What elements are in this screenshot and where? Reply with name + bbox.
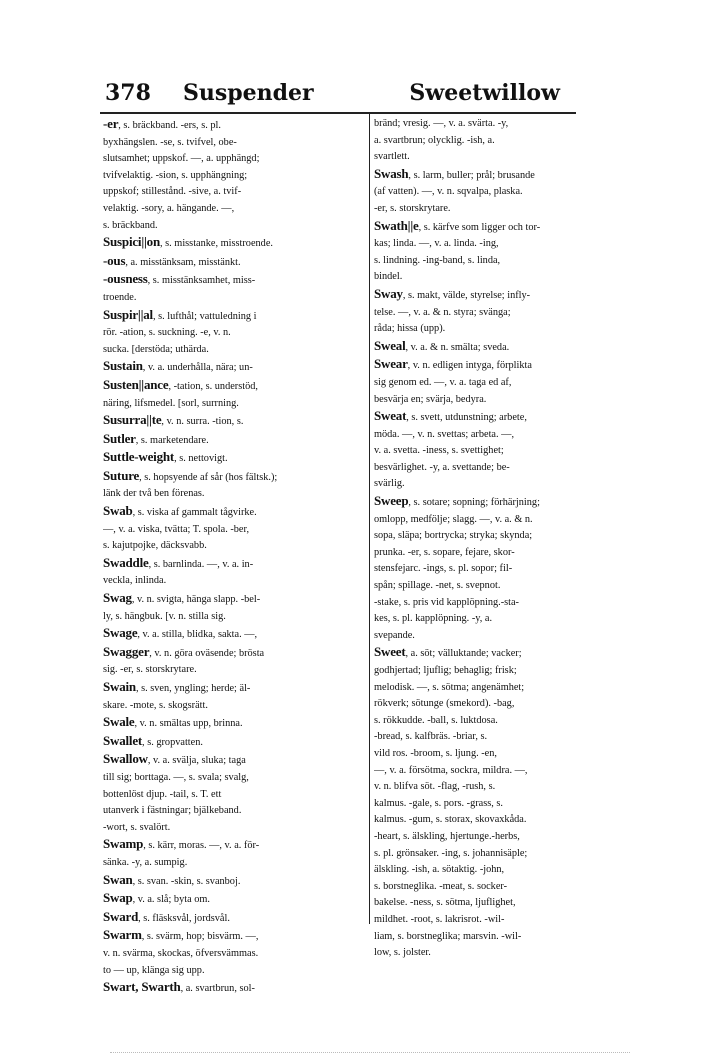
definition-text: kas; linda. —, v. a. linda. -ing, (374, 238, 499, 250)
dictionary-line (103, 609, 361, 626)
definition-text: , s. sven, yngling; herde; äl- (135, 683, 251, 694)
dictionary-line (374, 408, 636, 427)
dictionary-line (374, 305, 636, 322)
dictionary-line (103, 573, 361, 590)
headword: Sustain (103, 358, 143, 374)
definition-text: , v. a. & n. smälta; sveda. (405, 341, 510, 353)
dictionary-line (103, 486, 361, 503)
definition-text: , s. nettovigt. (174, 453, 228, 465)
dictionary-line (374, 460, 636, 477)
definition-text: v. n. blifva söt. -flag, -rush, s. (374, 781, 496, 793)
definition-text: troende. (103, 291, 137, 303)
right-column (374, 116, 636, 962)
headword: -ous (103, 252, 126, 268)
dictionary-line (374, 493, 636, 512)
definition-text: s. kajutpojke, däcksvabb. (103, 540, 207, 552)
definition-text: bindel. (374, 271, 403, 283)
dictionary-line (103, 168, 361, 185)
definition-text: , a. misstänksam, misstänkt. (125, 256, 241, 268)
definition-text: , s. makt, välde, styrelse; infly- (402, 289, 531, 301)
headword: Swath||e (374, 217, 419, 233)
definition-text: spån; spillage. -net, s. svepnot. (374, 580, 501, 592)
definition-text: , v. n. smältas upp, brinna. (134, 718, 243, 730)
dictionary-line (103, 412, 361, 431)
definition-text: , s. barnlinda. —, v. a. in- (148, 558, 254, 570)
dictionary-line (374, 476, 636, 493)
dictionary-line (103, 679, 361, 698)
definition-text: byxhängslen. -se, s. tvifvel, obe- (103, 136, 237, 148)
headword: Swarm (103, 927, 142, 943)
definition-text: , s. svärm, hop; bisvärm. —, (141, 931, 259, 943)
dictionary-line (103, 218, 361, 235)
definition-text: low, s. jolster. (374, 947, 431, 959)
definition-text: -wort, s. svalört. (103, 821, 171, 833)
dictionary-line (374, 321, 636, 338)
definition-text: sucka. [derstöda; uthärda. (103, 343, 209, 355)
definition-text: , v. a. underhålla, nära; un- (142, 362, 253, 374)
dictionary-line (103, 116, 361, 135)
dictionary-line (374, 595, 636, 612)
dictionary-line (374, 713, 636, 730)
definition-text: liam, s. borstneglika; marsvin. -wil- (374, 930, 522, 942)
scan-noise (110, 1052, 630, 1055)
definition-text: vild ros. -broom, s. ljung. -en, (374, 747, 497, 759)
definition-text: kes, s. pl. kapplöpning. -y, a. (374, 613, 493, 625)
dictionary-line (374, 338, 636, 357)
headword: Swain (103, 679, 136, 694)
definition-text: , s. hopsyende af sår (hos fältsk.); (139, 471, 278, 483)
definition-text: melodisk. —, s. sötma; angenämhet; (374, 681, 525, 693)
headword: Swallow (103, 751, 148, 767)
definition-text: —, v. a. viska, tvätta; T. spola. -ber, (103, 523, 250, 535)
definition-text: svärlig. (374, 478, 405, 490)
definition-text: stensfejarc. -ings, s. pl. sopor; fil- (374, 563, 513, 575)
definition-text: , a. svartbrun, sol- (180, 983, 255, 995)
definition-text: , s. misstanke, misstroende. (160, 238, 273, 250)
dictionary-line (374, 528, 636, 545)
definition-text: utanverk i fästningar; bjälkeband. (103, 805, 242, 817)
definition-text: , s. viska af gammalt tågvirke. (132, 507, 257, 519)
dictionary-line (103, 644, 361, 663)
right-guide-word: Sweetwillow (409, 80, 560, 106)
dictionary-line (374, 512, 636, 529)
definition-text: —, v. a. försötma, sockra, mildra. —, (374, 764, 528, 776)
dictionary-line (103, 271, 361, 290)
dictionary-line (103, 449, 361, 468)
definition-text: , s. sotare; sopning; förhärjning; (408, 497, 540, 509)
dictionary-line (103, 787, 361, 804)
dictionary-line (374, 253, 636, 270)
headword: Suspici||on (103, 234, 160, 250)
dictionary-line (374, 218, 636, 237)
dictionary-line (103, 590, 361, 609)
headword: Swallet (103, 732, 143, 748)
definition-text: svartlett. (374, 151, 410, 163)
definition-text: -heart, s. älskling, hjertunge.-herbs, (374, 830, 520, 842)
dictionary-line (103, 751, 361, 770)
dictionary-line (103, 503, 361, 522)
definition-text: uppskof; stillestånd. -sive, a. tvif- (103, 186, 242, 198)
dictionary-line (103, 698, 361, 715)
dictionary-line (374, 269, 636, 286)
definition-text: slutsamhet; uppskof. —, a. upphängd; (103, 153, 260, 165)
dictionary-line (374, 133, 636, 150)
dictionary-line (374, 545, 636, 562)
dictionary-line (103, 733, 361, 752)
dictionary-line (103, 253, 361, 272)
dictionary-line (103, 342, 361, 359)
definition-text: , s. svett, utdunstning; arbete, (406, 412, 527, 424)
headword: Susten||ance (103, 376, 169, 392)
headword: Suttle-weight (103, 449, 175, 465)
dictionary-line (374, 729, 636, 746)
dictionary-line (374, 236, 636, 253)
headword: Sweep (374, 493, 409, 509)
definition-text: , v. n. edligen intyga, förplikta (407, 360, 532, 372)
dictionary-line (374, 763, 636, 780)
headword: Sweet (374, 644, 406, 660)
dictionary-line (103, 325, 361, 342)
definition-text: näring, lifsmedel. [sorl, surrning. (103, 397, 239, 409)
definition-text: , s. kärr, moras. —, v. a. för- (143, 840, 260, 852)
definition-text: bakelse. -ness, s. sötma, ljuflighet, (374, 897, 516, 909)
definition-text: godhjertad; ljuflig; behaglig; frisk; (374, 665, 517, 676)
definition-text: s. bräckband. (103, 219, 158, 231)
definition-text: , v. n. surra. -tion, s. (161, 416, 244, 428)
dictionary-line (103, 396, 361, 413)
dictionary-line (374, 184, 636, 201)
definition-text: -er, s. storskrytare. (374, 202, 451, 214)
dictionary-line (374, 879, 636, 896)
dictionary-line (374, 779, 636, 796)
definition-text: s. borstneglika. -meat, s. socker- (374, 880, 508, 892)
dictionary-line (103, 625, 361, 644)
dictionary-line (374, 644, 636, 663)
definition-text: a. svartbrun; olycklig. -ish, a. (374, 134, 495, 146)
left-column (103, 116, 361, 998)
dictionary-line (103, 201, 361, 218)
definition-text: -stake, s. pris vid kapplöpning.-sta- (374, 596, 519, 608)
dictionary-line (103, 909, 361, 928)
headword: Swagger (103, 643, 150, 659)
headword: -er (103, 116, 119, 131)
definition-text: omlopp, medfölje; slagg. —, v. a. & n. (374, 513, 533, 525)
definition-text: , v. a. slå; byta om. (132, 894, 210, 906)
definition-text: v. n. svärma, skockas, öfversvämmas. (103, 947, 259, 959)
dictionary-line (103, 184, 361, 201)
headword: Swash (374, 165, 409, 181)
definition-text: prunka. -er, s. sopare, fejare, skor- (374, 546, 515, 558)
dictionary-line (374, 443, 636, 460)
definition-text: telse. —, v. a. & n. styra; svänga; (374, 306, 511, 318)
definition-text: , v. a. stilla, blidka, sakta. —, (137, 629, 258, 641)
definition-text: råda; hissa (upp). (374, 323, 446, 335)
definition-text: , a. söt; välluktande; vacker; (405, 648, 522, 660)
dictionary-line (374, 201, 636, 218)
definition-text: , v. n. göra oväsende; brösta (149, 647, 265, 659)
dictionary-line (374, 912, 636, 929)
definition-text: sopa, släpa; bortrycka; stryka; skynda; (374, 530, 533, 542)
dictionary-line (103, 963, 361, 980)
dictionary-line (374, 829, 636, 846)
left-guide-word: Suspender (183, 80, 314, 106)
dictionary-line (374, 796, 636, 813)
headword: Swale (103, 714, 135, 730)
definition-text: sig genom ed. —, v. a. taga ed af, (374, 376, 512, 388)
definition-text: velaktig. -sory, a. hängande. —, (103, 202, 235, 214)
dictionary-line (374, 149, 636, 166)
definition-text: rökverk; sötunge (smekord). -bag, (374, 698, 515, 710)
dictionary-line (103, 770, 361, 787)
dictionary-line (374, 746, 636, 763)
page-number: 378 (105, 80, 151, 106)
headword: Swap (103, 890, 133, 906)
definition-text: sänka. -y, a. sumpig. (103, 856, 188, 868)
dictionary-line (374, 929, 636, 946)
definition-text: till sig; borttaga. —, s. svala; svalg, (103, 771, 249, 783)
definition-text: ly, s. hängbuk. [v. n. stilla sig. (103, 610, 226, 622)
dictionary-line (374, 696, 636, 713)
headword: Sweat (374, 408, 407, 424)
headword: -ousness (103, 271, 148, 287)
headword: Swart, Swarth (103, 979, 181, 995)
dictionary-line (374, 561, 636, 578)
dictionary-line (374, 680, 636, 697)
definition-text: , s. misstänksamhet, miss- (147, 275, 256, 287)
headword: Swamp (103, 836, 144, 852)
definition-text: , s. svan. -skin, s. svanboj. (132, 875, 241, 887)
definition-text: , s. kärfve som ligger och tor- (418, 221, 541, 233)
definition-text: s. rökkudde. -ball, s. luktdosa. (374, 714, 498, 726)
dictionary-line (103, 979, 361, 998)
dictionary-line (103, 234, 361, 253)
header-rule (100, 112, 576, 114)
dictionary-line (374, 611, 636, 628)
definition-text: v. a. svetta. -iness, s. svettighet; (374, 445, 504, 457)
dictionary-line (103, 820, 361, 837)
definition-text: bränd; vresig. —, v. a. svärta. -y, (374, 118, 509, 129)
dictionary-line (374, 166, 636, 185)
dictionary-line (374, 663, 636, 680)
dictionary-line (374, 392, 636, 409)
dictionary-line (374, 286, 636, 305)
headword: Sweal (374, 337, 406, 353)
dictionary-line (103, 927, 361, 946)
headword: Swear (374, 356, 408, 372)
dictionary-line (374, 945, 636, 962)
dictionary-line (103, 358, 361, 377)
definition-text: rör. -ation, s. suckning. -e, v. n. (103, 327, 231, 339)
definition-text: , -tation, s. understöd, (168, 380, 258, 392)
headword: Swab (103, 503, 133, 519)
definition-text: , s. fläsksvål, jordsvål. (138, 912, 230, 924)
dictionary-line (374, 812, 636, 829)
headword: Sutler (103, 430, 136, 446)
headword: Sward (103, 908, 139, 924)
definition-text: möda. —, v. n. svettas; arbeta. —, (374, 428, 515, 440)
definition-text: veckla, inlinda. (103, 575, 167, 587)
dictionary-line (103, 803, 361, 820)
headword: Swage (103, 625, 138, 641)
definition-text: sig. -er, s. storskrytare. (103, 664, 197, 676)
definition-text: skare. -mote, s. skogsrätt. (103, 699, 208, 711)
definition-text: svepande. (374, 629, 415, 641)
dictionary-line (103, 135, 361, 152)
definition-text: mildhet. -root, s. lakrisrot. -wil- (374, 913, 505, 925)
dictionary-line (103, 151, 361, 168)
dictionary-line (374, 862, 636, 879)
definition-text: bottenlöst djup. -tail, s. T. ett (103, 788, 222, 800)
definition-text: , s. lufthål; vattuledning i (152, 310, 257, 322)
headword: Sway (374, 285, 403, 301)
headword: Susurra||te (103, 412, 162, 428)
page-header (105, 80, 575, 112)
definition-text: , v. a. svälja, sluka; taga (147, 755, 246, 767)
definition-text: , s. gropvatten. (142, 736, 203, 748)
dictionary-line (374, 427, 636, 444)
headword: Swan (103, 871, 133, 887)
definition-text: , v. n. svigta, hänga slapp. -bel- (131, 594, 261, 606)
dictionary-line (103, 946, 361, 963)
definition-text: älskling. -ish, a. sötaktig. -john, (374, 864, 505, 876)
definition-text: besvärlighet. -y, a. svettande; be- (374, 461, 510, 473)
dictionary-line (103, 431, 361, 450)
dictionary-line (103, 836, 361, 855)
headword: Swag (103, 590, 132, 606)
definition-text: kalmus. -gum, s. storax, skovaxkåda. (374, 814, 527, 826)
definition-text: -bread, s. kalfbräs. -briar, s. (374, 731, 488, 743)
column-divider (369, 114, 370, 924)
dictionary-line (103, 468, 361, 487)
definition-text: to — up, klänga sig upp. (103, 964, 205, 976)
dictionary-line (374, 578, 636, 595)
definition-text: , s. marketendare. (135, 434, 209, 446)
definition-text: , s. bräckband. -ers, s. pl. (118, 120, 221, 131)
dictionary-line (103, 377, 361, 396)
definition-text: kalmus. -gale, s. pors. -grass, s. (374, 797, 503, 809)
dictionary-line (103, 872, 361, 891)
definition-text: , s. larm, buller; prål; brusande (408, 169, 535, 181)
definition-text: länk der två ben förenas. (103, 488, 205, 500)
dictionary-line (103, 555, 361, 574)
headword: Suspir||al (103, 306, 153, 322)
dictionary-line (103, 290, 361, 307)
dictionary-line (374, 356, 636, 375)
dictionary-line (374, 895, 636, 912)
definition-text: s. lindning. -ing-band, s. linda, (374, 254, 501, 266)
headword: Swaddle (103, 554, 149, 570)
dictionary-line (374, 628, 636, 645)
definition-text: besvärja en; svärja, bedyra. (374, 393, 487, 405)
dictionary-line (374, 375, 636, 392)
dictionary-line (103, 307, 361, 326)
dictionary-line (103, 855, 361, 872)
dictionary-line (103, 538, 361, 555)
dictionary-line (103, 890, 361, 909)
dictionary-line (103, 522, 361, 539)
definition-text: tvifvelaktig. -sion, s. upphängning; (103, 169, 248, 181)
dictionary-line (103, 714, 361, 733)
dictionary-line (103, 662, 361, 679)
headword: Suture (103, 467, 140, 483)
dictionary-line (374, 116, 636, 133)
dictionary-line (374, 846, 636, 863)
definition-text: s. pl. grönsaker. -ing, s. johannisäple; (374, 847, 528, 859)
definition-text: (af vatten). —, v. n. sqvalpa, plaska. (374, 186, 523, 198)
